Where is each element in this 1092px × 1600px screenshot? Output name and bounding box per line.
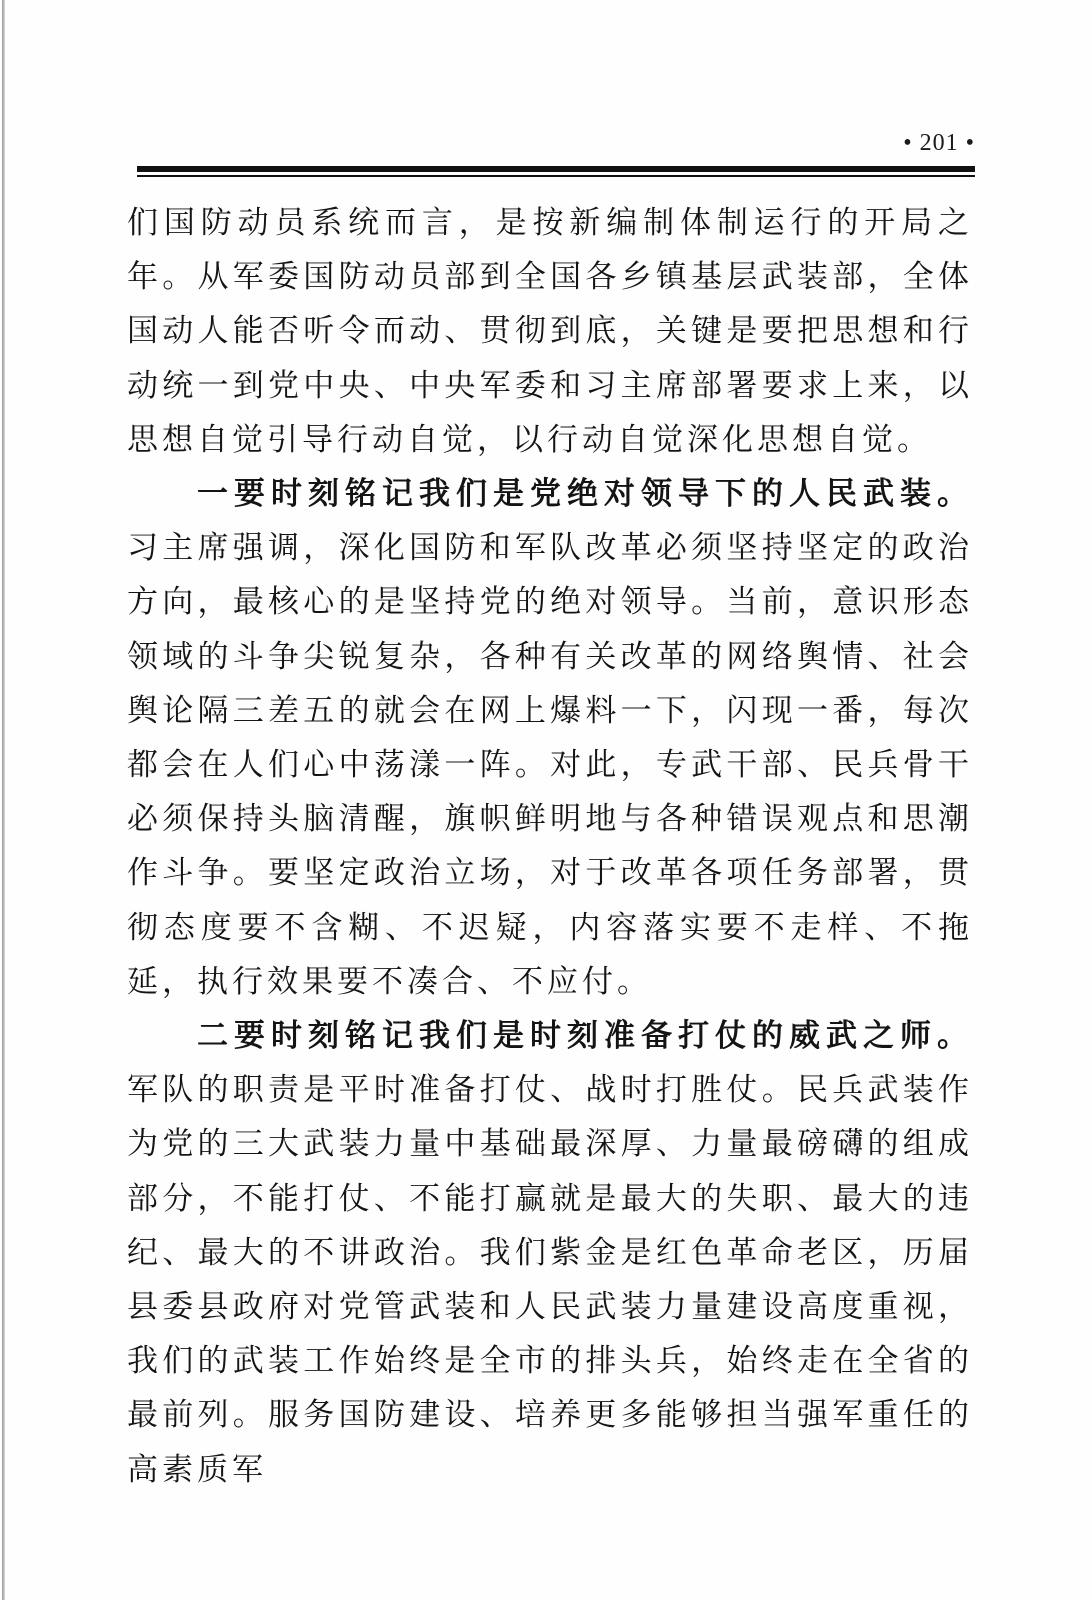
- page-header: [137, 128, 975, 190]
- scan-edge-shadow: [2, 0, 5, 1600]
- paragraph-point-two: [127, 1009, 973, 1497]
- paragraph-text: 们国防动员系统而言，是按新编制体制运行的开局之年。从军委国防动员部到全国各乡镇基层武装部，全体国动人能否听令而动、贯彻到底，关键是要把思想和行动统一到党中央、中央军委和习主席部署要求上来，以思想自觉引导行动自觉，以行动自觉深化思想自觉。: [127, 205, 973, 458]
- paragraph-point-one: [127, 467, 973, 1009]
- paragraph-lead-heading: 二要时刻铭记我们是时刻准备打仗的威武之师。: [197, 1018, 973, 1055]
- body-text: [127, 196, 973, 1497]
- paragraph-text: 习主席强调，深化国防和军队改革必须坚持坚定的政治方向，最核心的是坚持党的绝对领导。当前，意识形态领域的斗争尖锐复杂，各种有关改革的网络舆情、社会舆论隔三差五的就会在网上爆料一下，闪现一番，每次都会在人们心中荡漾一阵。对此，专武干部、民兵骨干必须保持头脑清醒，旗帜鲜明地与各种错误观点和思潮作斗争。要坚定政治立场，对于改革各项任务部署，贯彻态度要不含糊、不迟疑，内容落实要不走样、不拖延，执行效果要不凑合、不应付。: [127, 530, 973, 1000]
- header-rule-thin: [137, 175, 975, 177]
- header-rule-thick: [137, 166, 975, 172]
- paragraph-text: 军队的职责是平时准备打仗、战时打胜仗。民兵武装作为党的三大武装力量中基础最深厚、力量最磅礴的组成部分，不能打仗、不能打赢就是最大的失职、最大的违纪、最大的不讲政治。我们紫金是红色革命老区，历届县委县政府对党管武装和人民武装力量建设高度重视，我们的武装工作始终是全市的排头兵，始终走在全省的最前列。服务国防建设、培养更多能够担当强军重任的高素质军: [127, 1072, 973, 1488]
- page-number: • 201 •: [903, 130, 975, 156]
- paragraph-lead-heading: 一要时刻铭记我们是党绝对领导下的人民武装。: [197, 476, 973, 513]
- paragraph-continued: [127, 196, 973, 467]
